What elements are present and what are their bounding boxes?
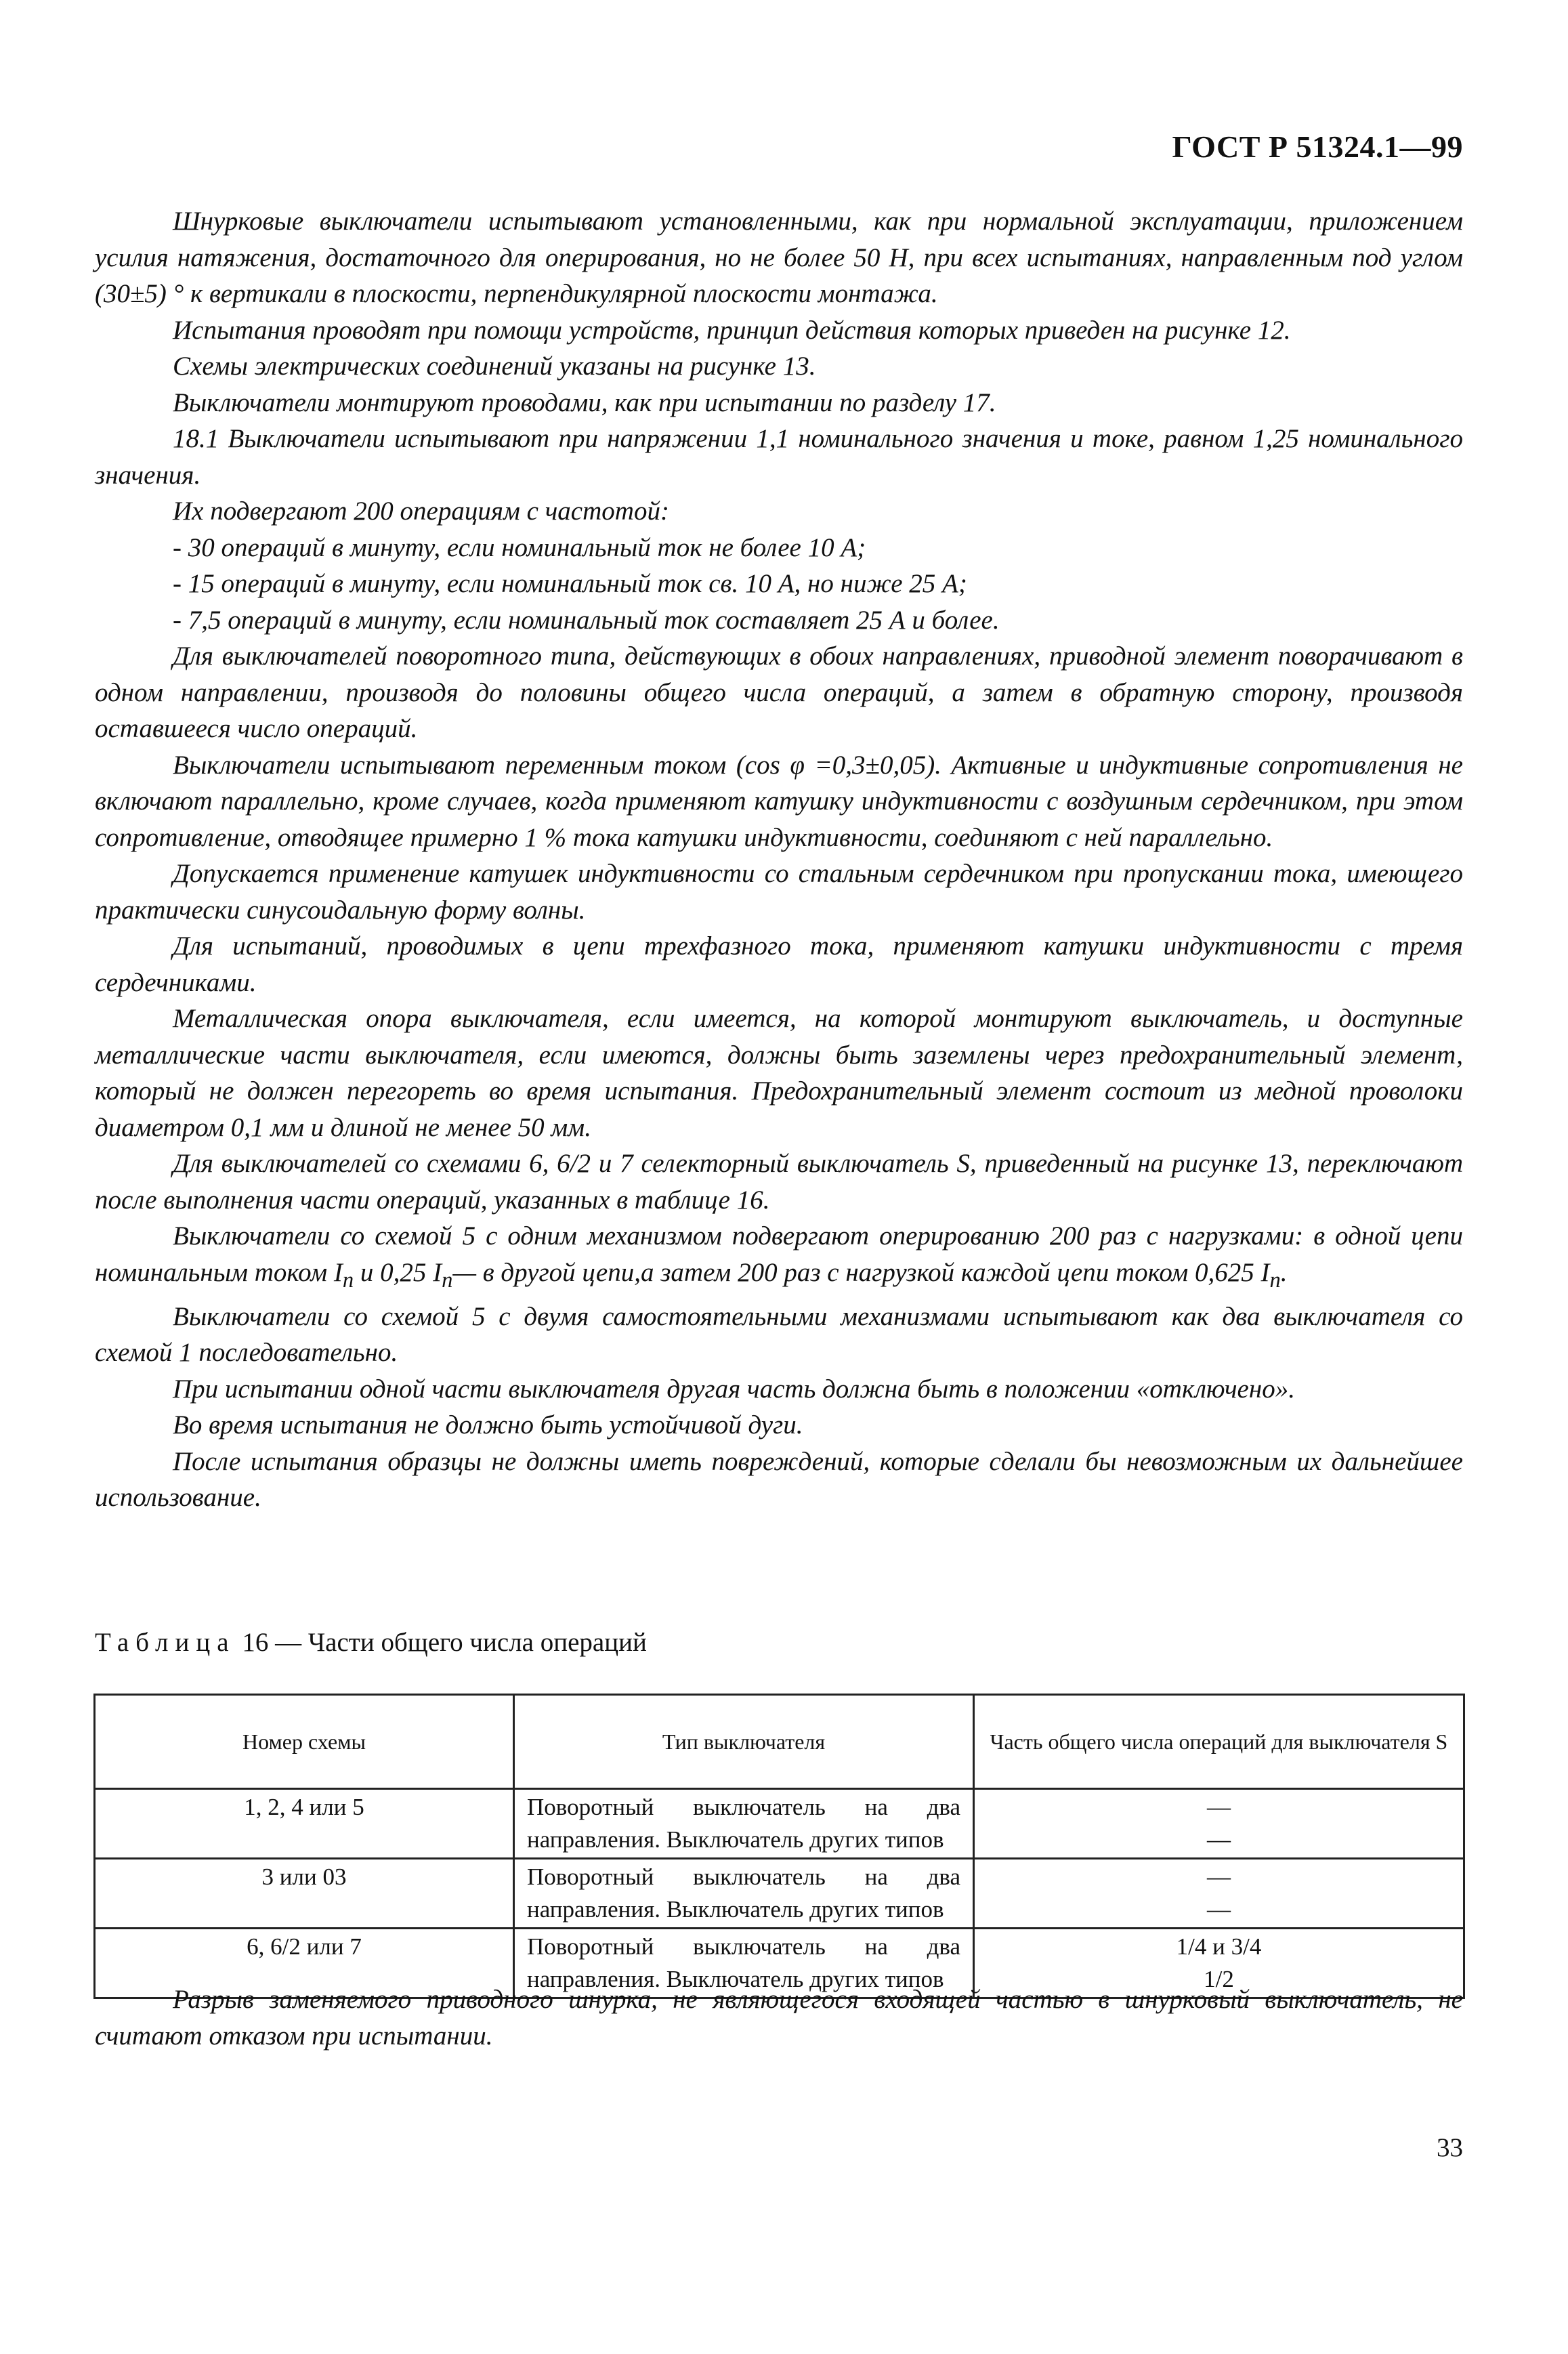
current-symbol: I <box>433 1257 442 1287</box>
cell-scheme: 1, 2, 4 или 5 <box>95 1789 514 1859</box>
paragraph: Металлическая опора выключателя, если имеется, на которой монтируют выключатель, и доступные металлические части выключателя, если имеются, должны быть заземлены через предохранительный элемент, который не должен перегореть во время испытания. Предохранительный элемент состоит из медной проволоки диаметром 0,1 мм и длиной не менее 50 мм. <box>95 1004 1463 1142</box>
list-item: - 15 операций в минуту, если номинальный ток св. 10 А, но ниже 25 А; <box>173 569 967 598</box>
cell-part: — — <box>974 1859 1464 1929</box>
header-operations-part: Часть общего числа операций для выключателя S <box>974 1695 1464 1789</box>
list-item: - 7,5 операций в минуту, если номинальный ток составляет 25 А и более. <box>173 605 1000 635</box>
paragraph: Шнурковые выключатели испытывают установленными, как при нормальной эксплуатации, приложением усилия натяжения, достаточного для оперирования, но не более 50 Н, при всех испытаниях, направленным под углом (30±5) ° к вертикали в плоскости, перпендикулярной плоскости монтажа. <box>95 207 1463 308</box>
table-row <box>95 1859 1464 1929</box>
paragraph: 18.1 Выключатели испытывают при напряжении 1,1 номинального значения и токе, равном 1,25 номинального значения. <box>95 424 1463 490</box>
paragraph: Для выключателей поворотного типа, действующих в обоих направлениях, приводной элемент поворачивают в одном направлении, производя до половины общего числа операций, а затем в обратную сторону, производя оставшееся число операций. <box>95 642 1463 743</box>
table-title-word: Таблица <box>95 1628 236 1657</box>
table-title <box>95 1626 647 1660</box>
paragraph: Выключатели монтируют проводами, как при испытании по разделу 17. <box>173 387 996 417</box>
paragraph-load: Выключатели со схемой 5 с одним механизмом подвергают оперированию 200 раз с нагрузками: в одной цепи номинальным током $I_n$ и 0,25 $I_n—$ в другой цепи,а затем 200 раз с нагрузкой каждой цепи током 0,625 $I_n$. <box>95 1221 1463 1292</box>
cell-part: 1/4 и 3/4 1/2 <box>974 1929 1464 1998</box>
paragraph: Испытания проводят при помощи устройств, принцип действия которых приведен на рисунке 12. <box>173 315 1291 345</box>
operations-table <box>93 1694 1465 1999</box>
cell-type: Поворотный выключатель на два направления. Выключатель других типов <box>514 1789 974 1859</box>
paragraph: Для испытаний, проводимых в цепи трехфазного тока, применяют катушки индуктивности с тремя сердечниками. <box>95 931 1463 997</box>
body-text <box>95 203 1463 1516</box>
cell-type: Поворотный выключатель на два направления. Выключатель других типов <box>514 1859 974 1929</box>
header-scheme-number: Номер схемы <box>95 1695 514 1789</box>
paragraph: Разрыв заменяемого приводного шнурка, не являющегося входящей частью в шнурковый выключатель, не считают отказом при испытании. <box>95 1985 1463 2051</box>
cell-scheme: 3 или 03 <box>95 1859 514 1929</box>
paragraph: Схемы электрических соединений указаны на рисунке 13. <box>173 352 816 381</box>
current-subscript: n <box>442 1267 453 1292</box>
list-item: - 30 операций в минуту, если номинальный ток не более 10 А; <box>173 532 866 562</box>
page-number: 33 <box>1437 2133 1463 2162</box>
paragraph: Выключатели со схемой 5 с двумя самостоятельными механизмами испытывают как два выключателя со схемой 1 последовательно. <box>95 1301 1463 1368</box>
paragraph: Для выключателей со схемами 6, 6/2 и 7 селекторный выключатель S, приведенный на рисунке 13, переключают после выполнения части операций, указанных в таблице 16. <box>95 1149 1463 1215</box>
cell-type: Поворотный выключатель на два направления. Выключатель других типов <box>514 1929 974 1998</box>
header-switch-type: Тип выключателя <box>514 1695 974 1789</box>
paragraph: Их подвергают 200 операциям с частотой: <box>173 497 669 526</box>
current-symbol: I <box>333 1257 343 1287</box>
current-subscript: n <box>1269 1267 1281 1292</box>
current-symbol: I <box>1260 1257 1270 1287</box>
current-subscript: n <box>342 1267 354 1292</box>
table-row <box>95 1789 1464 1859</box>
table-title-text: 16 — Части общего числа операций <box>235 1628 647 1657</box>
paragraph: Допускается применение катушек индуктивности со стальным сердечником при пропускании тока, имеющего практически синусоидальную форму волны. <box>95 859 1463 925</box>
table-header-row <box>95 1695 1464 1789</box>
cell-part: — — <box>974 1789 1464 1859</box>
cell-scheme: 6, 6/2 или 7 <box>95 1929 514 1998</box>
paragraph: После испытания образцы не должны иметь повреждений, которые сделали бы невозможным их дальнейшее использование. <box>95 1446 1463 1513</box>
paragraph: При испытании одной части выключателя другая часть должна быть в положении «отключено». <box>173 1374 1295 1404</box>
paragraph: Выключатели испытывают переменным током (cos φ =0,3±0,05). Активные и индуктивные сопротивления не включают параллельно, кроме случаев, когда применяют катушку индуктивности с воздушным сердечником, при этом сопротивление, отводящее примерно 1 % тока катушки индуктивности, соединяют с ней параллельно. <box>95 750 1463 852</box>
document-header: ГОСТ Р 51324.1—99 <box>1172 129 1463 164</box>
footer-text <box>95 1981 1463 2054</box>
paragraph: Во время испытания не должно быть устойчивой дуги. <box>173 1410 803 1440</box>
